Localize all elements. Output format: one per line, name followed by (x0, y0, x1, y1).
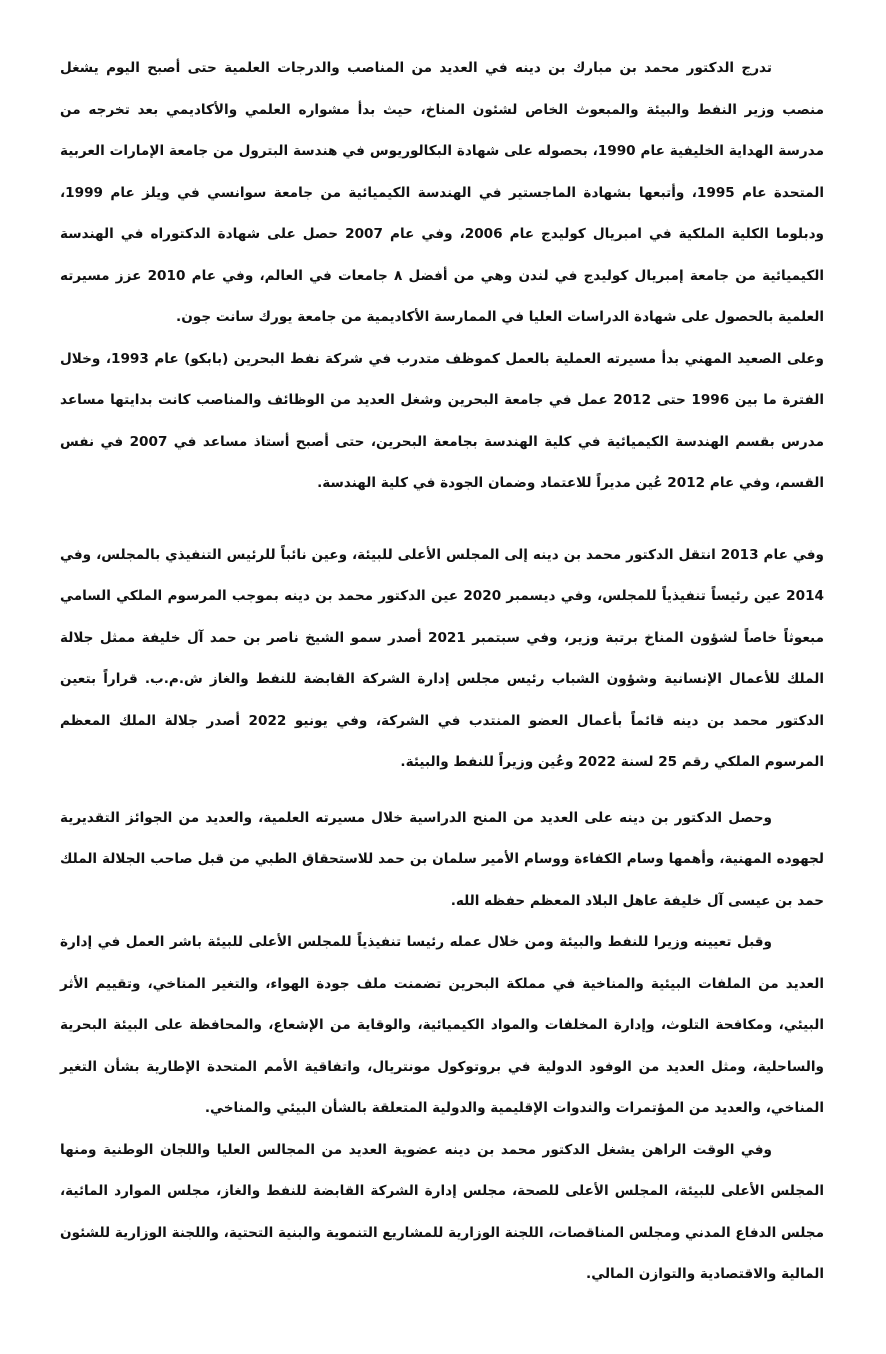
paragraph-current-memberships: وفي الوقت الراهن يشغل الدكتور محمد بن دينه عضوية العديد من المجالس العليا واللجان الوطنية ومنها المجلس الأعلى للبيئة، المجلس الأعلى للصحة، مجلس إدارة الشركة القابضة للنفط والغاز، مجلس الموارد المائية، مجلس الدفاع المدني ومجلس المناقصات، اللجنة الوزارية للمشاريع التنموية والبنية التحتية، واللجنة الوزارية للشئون المالية والاقتصادية والتوازن المالي. (60, 1141, 824, 1282)
paragraph-government-positions: وفي عام 2013 انتقل الدكتور محمد بن دينه إلى المجلس الأعلى للبيئة، وعين نائباً للرئيس التنفيذي بالمجلس، وفي 2014 عين رئيساً تنفيذياً للمجلس، وفي ديسمبر 2020 عين الدكتور محمد بن دينه بموجب المرسوم الملكي السامي مبعوثاً خاصاً لشؤون المناخ برتبة وزير، وفي سبتمبر 2021 أصدر سمو الشيخ ناصر بن حمد آل خليفة ممثل جلالة الملك للأعمال الإنسانية وشؤون الشباب رئيس مجلس إدارة الشركة القابضة للنفط والغاز ش.م.ب. قراراً بتعين الدكتور محمد بن دينه قائماً بأعمال العضو المنتدب في الشركة، وفي يونيو 2022 أصدر جلالة الملك المعظم المرسوم الملكي رقم 25 لسنة 2022 وعُين وزيراً للنفط والبيئة. (60, 546, 825, 770)
paragraph-awards: وحصل الدكتور بن دينه على العديد من المنح الدراسية خلال مسيرته العلمية، والعديد من الجوائز التقديرية لجهوده المهنية، وأهمها وسام الكفاءة ووسام الأمير سلمان بن حمد للاستحقاق الطبي من قبل صاحب الجلالة الملك حمد بن عيسى آل خليفة عاهل البلاد المعظم حفظه الله. (60, 809, 824, 909)
paragraph-professional-career: وعلى الصعيد المهني بدأ مسيرته العملية بالعمل كموظف متدرب في شركة نفط البحرين (بابكو) عام 1993، وخلال الفترة ما بين 1996 حتى 2012 عمل في جامعة البحرين وشغل العديد من الوظائف والمناصب كانت بدايتها مساعد مدرس بقسم الهندسة الكيميائية في كلية الهندسة بجامعة البحرين، حتى أصبح أستاذ مساعد في 2007 في نفس القسم، وفي عام 2012 عُين مديراً للاعتماد وضمان الجودة في كلية الهندسة. (60, 350, 824, 491)
paragraph-environment-work: وقبل تعيينه وزيرا للنفط والبيئة ومن خلال عمله رئيسا تنفيذياً للمجلس الأعلى للبيئة باشر العمل في إدارة العديد من الملفات البيئية والمناخية في مملكة البحرين تضمنت ملف جودة الهواء، والتغير المناخي، وتقييم الأثر البيئي، ومكافحة التلوث، وإدارة المخلفات والمواد الكيميائية، والوقاية من الإشعاع، والمحافظة على البيئة البحرية والساحلية، ومثل العديد من الوفود الدولية في بروتوكول مونتريال، واتفاقية الأمم المتحدة الإطارية بشأن التغير المناخي، والعديد من المؤتمرات والندوات الإقليمية والدولية المتعلقة بالشأن البيئي والمناخي. (60, 934, 824, 1116)
paragraph-spacer (60, 505, 824, 535)
document-page (60, 48, 824, 1314)
paragraph-education: تدرج الدكتور محمد بن مبارك بن دينه في العديد من المناصب والدرجات العلمية حتى أصبح اليوم يشغل منصب وزير النفط والبيئة والمبعوث الخاص لشئون المناخ، حيث بدأ مشواره العلمي والأكاديمي بعد تخرجه من مدرسة الهداية الخليفية عام 1990، بحصوله على شهادة البكالوريوس في هندسة البترول من جامعة الإمارات العربية المتحدة عام 1995، وأتبعها بشهادة الماجستير في الهندسة الكيميائية من جامعة سوانسي في ويلز عام 1999، ودبلوما الكلية الملكية في امبريال كوليدج عام 2006، وفي عام 2007 حصل على شهادة الدكتوراه في الهندسة الكيميائية من جامعة إمبريال كوليدج في لندن وهي من أفضل ٨ جامعات في العالم، وفي عام 2010 عزز مسيرته العلمية بالحصول على شهادة الدراسات العليا في الممارسة الأكاديمية من جامعة يورك سانت جون. (60, 60, 824, 325)
paragraph-spacer (60, 784, 824, 798)
